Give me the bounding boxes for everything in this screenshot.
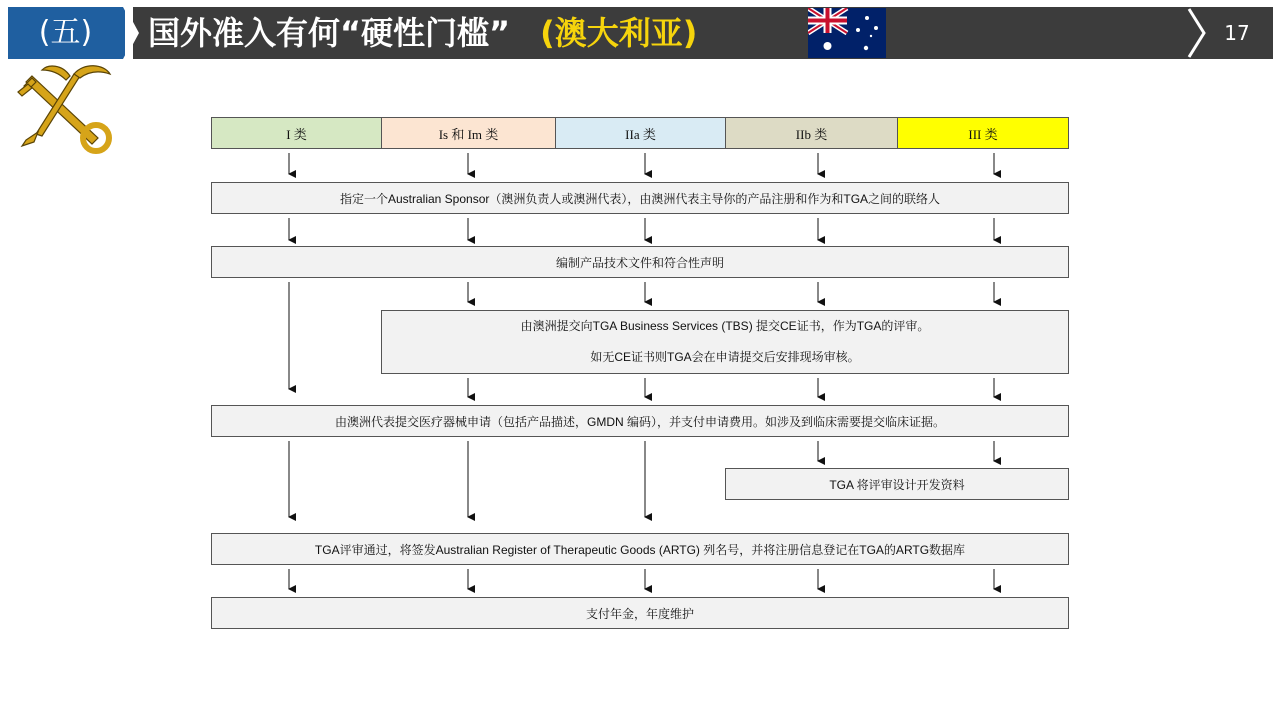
class-Is-Im-header: Is 和 Im 类 <box>381 117 556 149</box>
class-III-header: III 类 <box>897 117 1069 149</box>
class-I-header: I 类 <box>211 117 382 149</box>
class-IIb-header: IIb 类 <box>725 117 898 149</box>
page-title-highlight: (澳大利亚) <box>540 14 698 52</box>
ce-line-2: 如无CE证书则TGA会在申请提交后安排现场审核。 <box>590 350 860 364</box>
step-annual: 支付年金，年度维护 <box>211 597 1069 629</box>
step-artg: TGA评审通过，将签发Australian Register of Therapeutic Goods (ARTG) 列名号，并将注册信息登记在TGA的ARTG数据库 <box>211 533 1069 565</box>
page-number: 17 <box>1224 21 1250 45</box>
class-IIa-header: IIa 类 <box>555 117 726 149</box>
step-sponsor: 指定一个Australian Sponsor（澳洲负责人或澳洲代表），由澳洲代表主导你的产品注册和作为和TGA之间的联络人 <box>211 182 1069 214</box>
section-number: (五) <box>38 15 93 50</box>
page-title-text: 国外准入有何“硬性门槛” <box>148 14 511 52</box>
step-design-review: TGA 将评审设计开发资料 <box>725 468 1069 500</box>
ce-line-1: 由澳洲提交向TGA Business Services (TBS) 提交CE证书，作为TGA的评审。 <box>520 319 930 333</box>
step-tech-file: 编制产品技术文件和符合性声明 <box>211 246 1069 278</box>
step-application: 由澳洲代表提交医疗器械申请（包括产品描述，GMDN 编码），并支付申请费用。如涉及到临床需要提交临床证据。 <box>211 405 1069 437</box>
